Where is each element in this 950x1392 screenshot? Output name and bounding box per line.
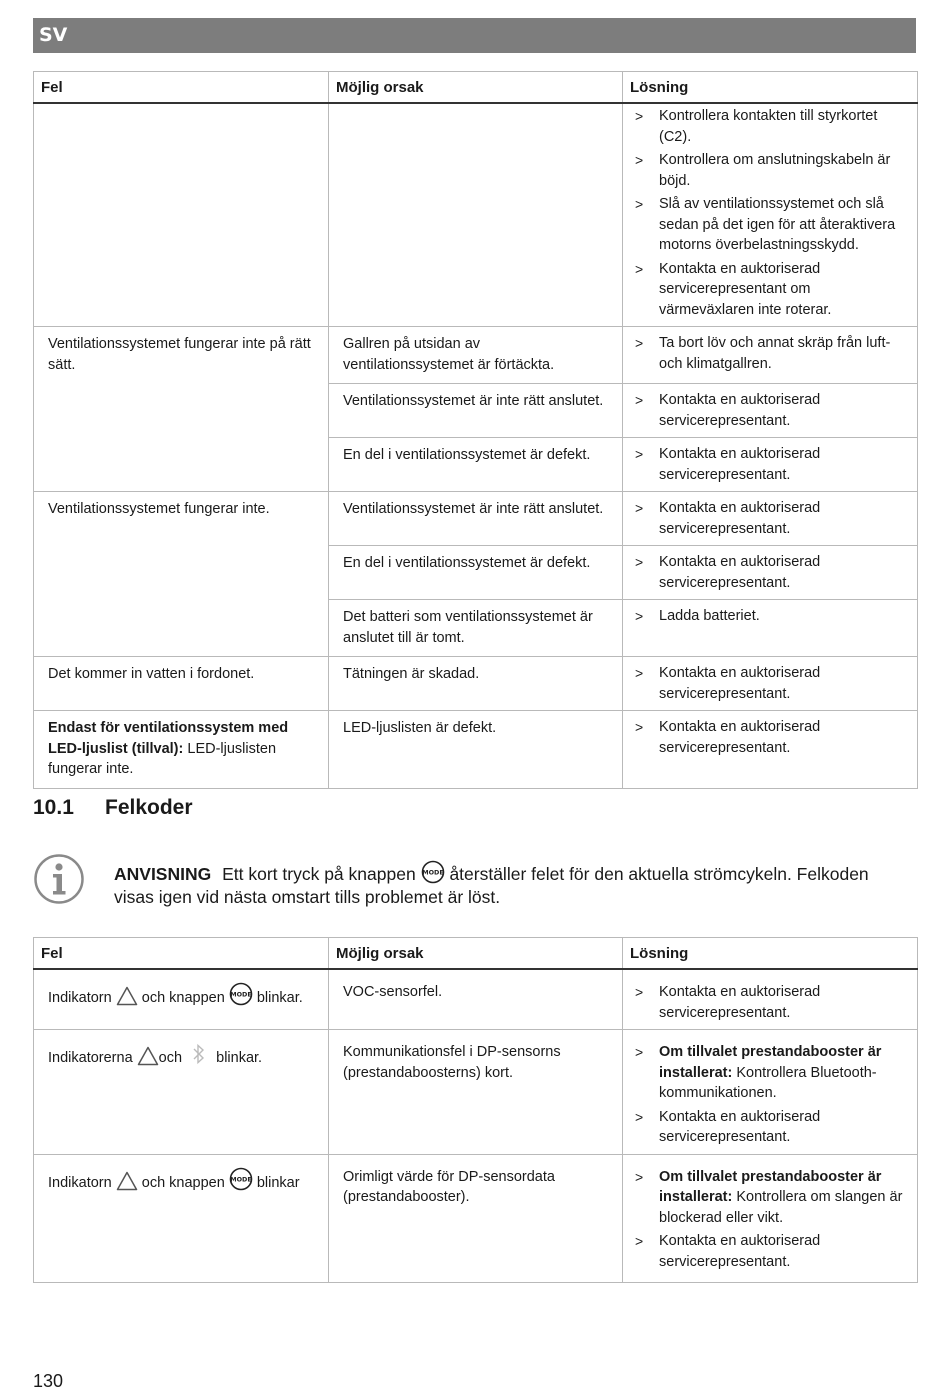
mode-button-icon [229, 982, 253, 1006]
fault-cell: Indikatorn och knappen MODE blinkar. [34, 969, 329, 1030]
table-header-row [34, 938, 918, 970]
list-item: > Om tillvalet prestandabooster är installerat: Kontrollera om slangen är blockerad eller vikt. [635, 1168, 903, 1226]
cause-cell: Orimligt värde för DP-sensordata (prestandabooster). [329, 1154, 623, 1283]
table-row [34, 969, 918, 1030]
solution-cell [623, 1030, 918, 1155]
table-row [34, 1030, 918, 1155]
mode-button-icon [229, 1167, 253, 1191]
cause-cell: En del i ventilationssystemet är defekt. [329, 546, 623, 600]
header-solution: Lösning [623, 72, 918, 104]
notice-text: ANVISNING Ett kort tryck på knappen MODE återställer felet för den aktuella strömcykeln. Felkoden visas igen vid nästa omstart tills problemet är löst. [114, 860, 904, 909]
header-solution: Lösning [623, 938, 918, 970]
list-item: > Kontakta en auktoriserad servicerepresentant. [635, 719, 821, 756]
solution-cell [623, 546, 918, 600]
table-row [34, 492, 918, 546]
chevron-right-icon: > [635, 719, 644, 735]
fault-cell: Indikatorerna och blinkar. [34, 1030, 329, 1155]
list-item: > Kontakta en auktoriserad servicerepresentant. [635, 446, 821, 483]
svg-text:MODE: MODE [421, 868, 444, 877]
error-code-table [33, 937, 918, 1283]
table-row [34, 1154, 918, 1283]
chevron-right-icon: > [635, 665, 644, 681]
info-icon [33, 853, 85, 905]
table-row [34, 657, 918, 711]
solution-cell [623, 438, 918, 492]
mode-button-icon [421, 860, 445, 884]
chevron-right-icon: > [635, 335, 644, 351]
cause-cell: En del i ventilationssystemet är defekt. [329, 438, 623, 492]
language-bar [33, 18, 916, 53]
header-cause: Möjlig orsak [329, 72, 623, 104]
warning-triangle-icon [116, 1171, 138, 1191]
solution-cell [623, 1154, 918, 1283]
chevron-right-icon: > [635, 1168, 644, 1185]
bluetooth-icon [186, 1042, 212, 1066]
chevron-right-icon: > [635, 1108, 644, 1125]
list-item: > Kontakta en auktoriserad servicerepresentant. [635, 984, 821, 1021]
list-item: > Kontrollera kontakten till styrkortet (C2). [635, 108, 878, 145]
cause-cell: Gallren på utsidan av ventilationssystemet är förtäckta. [329, 327, 623, 384]
chevron-right-icon: > [635, 392, 644, 408]
chevron-right-icon: > [635, 446, 644, 462]
list-item: > Kontakta en auktoriserad servicerepresentant. [635, 554, 821, 591]
solution-cell [623, 384, 918, 438]
warning-triangle-icon [116, 986, 138, 1006]
header-fault: Fel [34, 938, 329, 970]
cause-cell [329, 103, 623, 327]
solution-cell [623, 327, 918, 384]
svg-text:MODE: MODE [230, 990, 252, 999]
header-fault: Fel [34, 72, 329, 104]
list-item: > Kontakta en auktoriserad servicerepresentant. [635, 665, 821, 702]
fault-cell [34, 103, 329, 327]
cause-cell: LED-ljuslisten är defekt. [329, 711, 623, 789]
list-item: > Slå av ventilationssystemet och slå sedan på det igen för att återaktivera motorns överbelastningsskydd. [635, 196, 896, 253]
list-item: > Kontakta en auktoriserad servicerepresentant. [635, 1233, 821, 1270]
chevron-right-icon: > [635, 554, 644, 570]
fault-cell: Indikatorn och knappen MODE blinkar [34, 1154, 329, 1283]
solution-cell [623, 969, 918, 1030]
chevron-right-icon: > [635, 984, 644, 1000]
section-heading [33, 796, 193, 820]
cause-cell: Tätningen är skadad. [329, 657, 623, 711]
solution-cell [623, 711, 918, 789]
warning-triangle-icon [137, 1046, 159, 1066]
header-cause: Möjlig orsak [329, 938, 623, 970]
cause-cell: Kommunikationsfel i DP-sensorns (prestandaboosterns) kort. [329, 1030, 623, 1155]
section-title: Felkoder [105, 796, 193, 819]
fault-cell: Det kommer in vatten i fordonet. [34, 657, 329, 711]
troubleshooting-table [33, 71, 918, 789]
table-row [34, 711, 918, 789]
cause-cell: VOC-sensorfel. [329, 969, 623, 1030]
list-item: > Om tillvalet prestandabooster är installerat: Kontrollera Bluetooth-kommunikationen. [635, 1044, 882, 1101]
table-row [34, 327, 918, 384]
table-row [34, 103, 918, 327]
chevron-right-icon: > [635, 152, 644, 168]
fault-cell: Ventilationssystemet fungerar inte på rätt sätt. [34, 327, 329, 492]
list-item: > Kontakta en auktoriserad servicerepresentant. [635, 392, 821, 429]
list-item: > Kontakta en auktoriserad servicerepresentant om värmeväxlaren inte roterar. [635, 260, 832, 318]
chevron-right-icon: > [635, 108, 644, 124]
list-item: > Kontakta en auktoriserad servicerepresentant. [635, 500, 821, 537]
solution-cell [623, 600, 918, 657]
svg-text:MODE: MODE [230, 1175, 252, 1184]
notice-label: ANVISNING [114, 864, 212, 884]
fault-cell: Endast för ventilationssystem med LED-ljuslist (tillval): LED-ljuslisten fungerar inte. [34, 711, 329, 789]
list-item: > Ta bort löv och annat skräp från luft- och klimatgallren. [635, 335, 891, 372]
language-code: SV [39, 24, 68, 46]
fault-cell: Ventilationssystemet fungerar inte. [34, 492, 329, 657]
solution-cell [623, 657, 918, 711]
chevron-right-icon: > [635, 196, 644, 212]
chevron-right-icon: > [635, 608, 644, 624]
chevron-right-icon: > [635, 500, 644, 516]
cause-cell: Ventilationssystemet är inte rätt anslutet. [329, 384, 623, 438]
cause-cell: Ventilationssystemet är inte rätt anslutet. [329, 492, 623, 546]
list-item: > Kontrollera om anslutningskabeln är böjd. [635, 152, 891, 189]
list-item: > Kontakta en auktoriserad servicerepresentant. [635, 1108, 821, 1145]
chevron-right-icon: > [635, 260, 644, 277]
solution-cell [623, 103, 918, 327]
list-item: > Ladda batteriet. [635, 606, 907, 627]
chevron-right-icon: > [635, 1233, 644, 1249]
section-number: 10.1 [33, 796, 74, 819]
solution-cell [623, 492, 918, 546]
chevron-right-icon: > [635, 1044, 644, 1060]
cause-cell: Det batteri som ventilationssystemet är anslutet till är tomt. [329, 600, 623, 657]
table-header-row [34, 72, 918, 104]
page-number: 130 [33, 1371, 64, 1391]
